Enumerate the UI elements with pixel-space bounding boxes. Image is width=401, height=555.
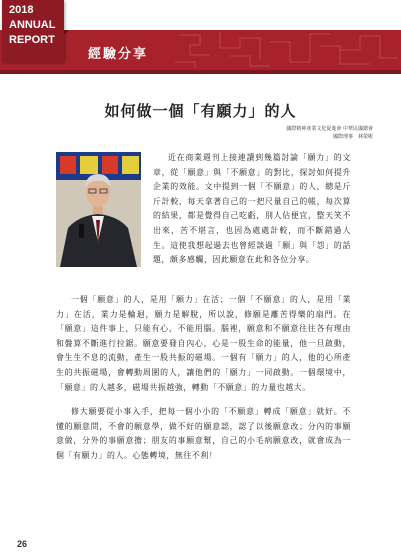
section-title: 經驗分享 bbox=[88, 47, 149, 62]
byline-organization: 國際精神產業文化促進會 中華民國總會 bbox=[286, 126, 373, 132]
report-label-annual: ANNUAL bbox=[9, 19, 56, 31]
article-paragraph-1 bbox=[56, 151, 351, 271]
byline-author: 國際理事 林榮彬 bbox=[332, 134, 373, 140]
paragraph-1-text: 近在商業週刊上接連讀到幾篇討論「願力」的文章，從「願意」與「不願意」的對比，探討如何提升企業的效能。文中提到一個「不願意」的人，總是斤斤計較，每天拿著自己的一把尺量自己的帳，每次算的結果，都是覺得自己吃虧，別人佔便宜，整天笑不出來，苦不堪言，也因為處處計較，而不斷錯過人生。這使我想起過去也曾經談過「願」與「怨」的話題，頗多感觸，因此願意在此和各位分享。 bbox=[153, 153, 351, 265]
page-number: 26 bbox=[17, 539, 28, 549]
article-paragraph-3: 修大願要從小事入手，把每一個小小的「不願意」轉成「願意」就好。不懂的願意問，不會的願意學，做不好的願意認，認了以後願意改；分內的事願意做，分外的事願意擔；朋友的事願意幫，自己的小毛病願意改，就會成為一個「有願力」的人。心態轉境，無往不利！ bbox=[56, 407, 351, 460]
article-paragraph-2: 一個「願意」的人，是用「願力」在活；一個「不願意」的人，是用「業力」在活，業力是輪迴，願力是解脫，所以說，修願是離苦得樂的扇門。在「願意」這件事上，只能有心，不能用腦。腦裡，願意和不願意往往各有理由和盤算不斷進行拉鋸。願意要發自內心，心是一股生命的能量，他一旦啟動，會生生不息的流動，產生一股共振的磁場。一個有「願力」的人，他的心所產生的共振磁場，會轉動周圍的人，讓他們的「願力」一同啟動。一個環境中，「願意」的人越多，磁場共振越強，轉動「不願意」的力量也越大。 bbox=[56, 295, 351, 392]
report-label-report: REPORT bbox=[9, 34, 55, 46]
article-title: 如何做一個「有願力」的人 bbox=[104, 102, 297, 120]
tab-fold bbox=[64, 30, 69, 35]
report-year: 2018 bbox=[9, 4, 34, 16]
header-pattern bbox=[170, 30, 401, 70]
annual-report-tab bbox=[2, 0, 64, 62]
photo-spacer bbox=[56, 151, 153, 271]
